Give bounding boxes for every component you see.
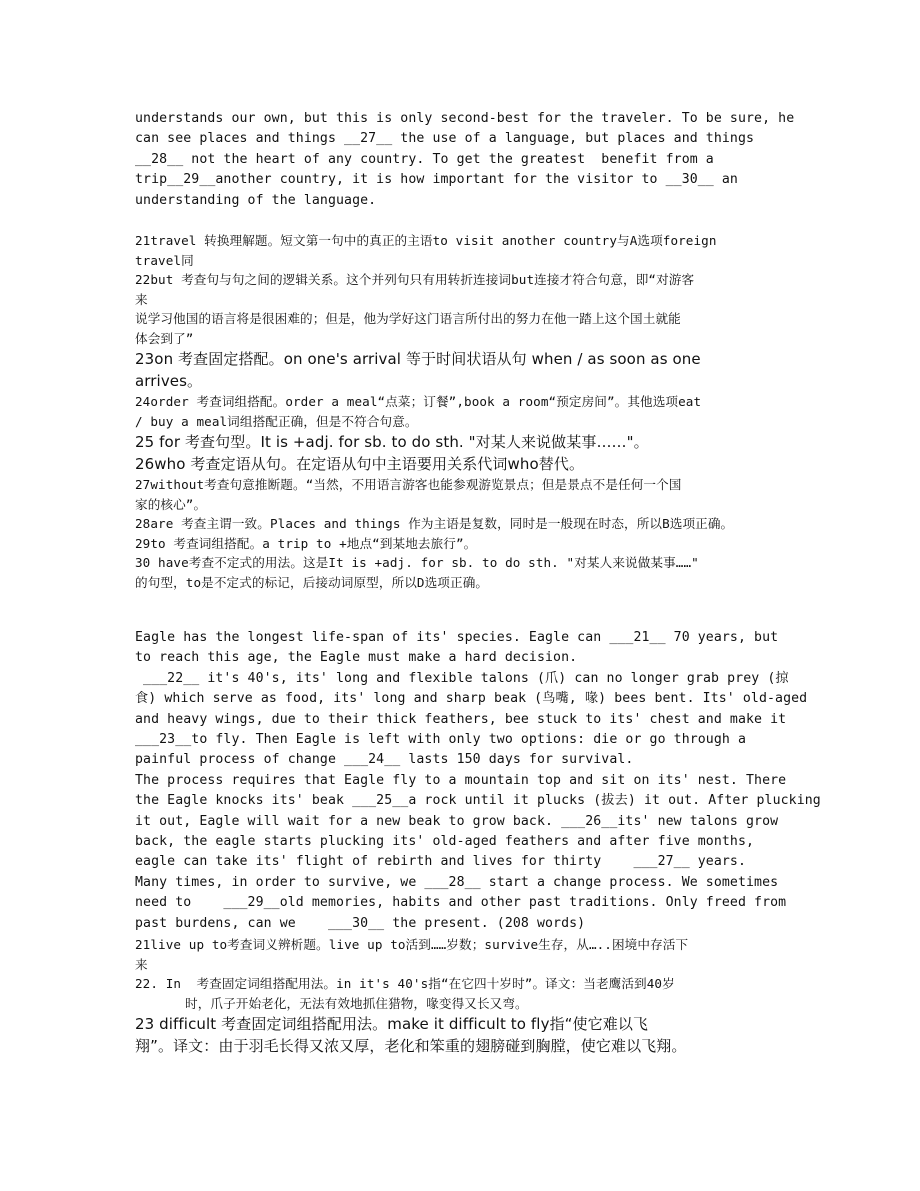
note-23-line-2: arrives。 — [135, 372, 203, 390]
passage-line: eagle can take its' flight of rebirth and lives for thirty ___27__ years. — [135, 854, 747, 870]
note-line: 来 — [135, 291, 148, 307]
note-24-line-1: 24order 考查词组搭配。order a meal“点菜；订餐”,book a room“预定房间”。其他选项eat — [135, 394, 702, 409]
answer-notes-2 — [135, 935, 825, 1057]
passage-line: past burdens, can we ___30__ the present. (208 words) — [135, 915, 586, 931]
note-22-line-1: 22. In 考查固定词组搭配用法。in it's 40's指“在它四十岁时”。译文：当老鹰活到40岁 — [135, 976, 675, 991]
note-30-line-2: 的句型，to是不定式的标记，后接动词原型，所以D选项正确。 — [135, 574, 489, 590]
passage-1 — [135, 109, 825, 211]
note-28: 28are 考查主谓一致。Places and things 作为主语是复数，同时是一般现在时态，所以B选项正确。 — [135, 516, 734, 531]
passage-line: ___23__to fly. Then Eagle is left with only two options: die or go through a — [135, 732, 747, 748]
passage-line: need to ___29__old memories, habits and other past traditions. Only freed from — [135, 895, 787, 911]
passage-line: painful process of change ___24__ lasts 150 days for survival. — [135, 752, 634, 768]
note-line: 21travel 转换理解题。短文第一句中的真正的主语to visit another country与A选项foreign — [135, 233, 717, 248]
passage-line: it out, Eagle will wait for a new beak to grow back. ___26__its' new talons grow — [135, 813, 779, 829]
passage-line: the Eagle knocks its' beak ___25__a rock until it plucks (拔去) it out. After plucking — [135, 793, 821, 809]
note-23-line-1: 23on 考查固定搭配。on one's arrival 等于时间状语从句 when / as soon as one — [135, 350, 701, 368]
note-line: 22but 考查句与句之间的逻辑关系。这个并列句只有用转折连接词but连接才符合句意，即“对游客 — [135, 272, 695, 287]
note-line: 说学习他国的语言将是很困难的；但是，他为学好这门语言所付出的努力在他一踏上这个国土就能 — [135, 311, 681, 326]
passage-line: back, the eagle starts plucking its' old-aged feathers and after five months, — [135, 834, 755, 850]
passage-line: understands our own, but this is only second-best for the traveler. To be sure, he — [135, 111, 795, 126]
passage-2 — [135, 628, 825, 934]
passage-line: 食) which serve as food, its' long and sharp beak (鸟嘴, 喙) bees bent. Its' old-aged — [135, 691, 808, 707]
passage-line: Many times, in order to survive, we ___28__ start a change process. We sometimes — [135, 874, 779, 890]
note-26: 26who 考查定语从句。在定语从句中主语要用关系代词who替代。 — [135, 455, 585, 473]
note-25: 25 for 考查句型。It is +adj. for sb. to do sth. "对某人来说做某事……"。 — [135, 433, 649, 451]
passage-line: to reach this age, the Eagle must make a hard decision. — [135, 650, 578, 666]
passage-line: can see places and things __27__ the use of a language, but places and things — [135, 131, 755, 147]
note-23-line-2: 翔”。译文：由于羽毛长得又浓又厚，老化和笨重的翅膀碰到胸膛，使它难以飞翔。 — [135, 1037, 687, 1055]
passage-line: understanding of the language. — [135, 192, 377, 208]
passage-line: and heavy wings, due to their thick feathers, bee stuck to its' chest and make it — [135, 711, 787, 727]
note-27-line-1: 27without考查句意推断题。“当然，不用语言游客也能参观游览景点；但是景点不是任何一个国 — [135, 477, 682, 492]
passage-line: Eagle has the longest life-span of its' species. Eagle can ___21__ 70 years, but — [135, 630, 779, 645]
note-29: 29to 考查词组搭配。a trip to +地点“到某地去旅行”。 — [135, 535, 477, 551]
note-22-line-2: 时，爪子开始老化，无法有效地抓住猎物，喙变得又长又弯。 — [185, 995, 528, 1011]
passage-line: __28__ not the heart of any country. To get the greatest benefit from a — [135, 151, 714, 167]
note-21-line-1: 21live up to考查词义辨析题。live up to活到……岁数；survive生存，从…..困境中存活下 — [135, 937, 689, 952]
note-line: travel同 — [135, 252, 194, 268]
note-line: 体会到了” — [135, 330, 194, 346]
passage-line: ___22__ it's 40's, its' long and flexible talons (爪) can no longer grab prey (掠 — [135, 670, 789, 686]
note-21-line-2: 来 — [135, 956, 148, 972]
passage-line: The process requires that Eagle fly to a mountain top and sit on its' nest. There — [135, 772, 787, 788]
note-27-line-2: 家的核心”。 — [135, 496, 207, 512]
passage-line: trip__29__another country, it is how important for the visitor to __30__ an — [135, 172, 738, 188]
note-30-line-1: 30 have考查不定式的用法。这是It is +adj. for sb. to do sth. "对某人来说做某事……" — [135, 555, 699, 570]
answer-notes-1 — [135, 231, 825, 592]
note-23-line-1: 23 difficult 考查固定词组搭配用法。make it difficult to fly指“使它难以飞 — [135, 1015, 649, 1033]
note-24-line-2: / buy a meal词组搭配正确，但是不符合句意。 — [135, 413, 418, 429]
